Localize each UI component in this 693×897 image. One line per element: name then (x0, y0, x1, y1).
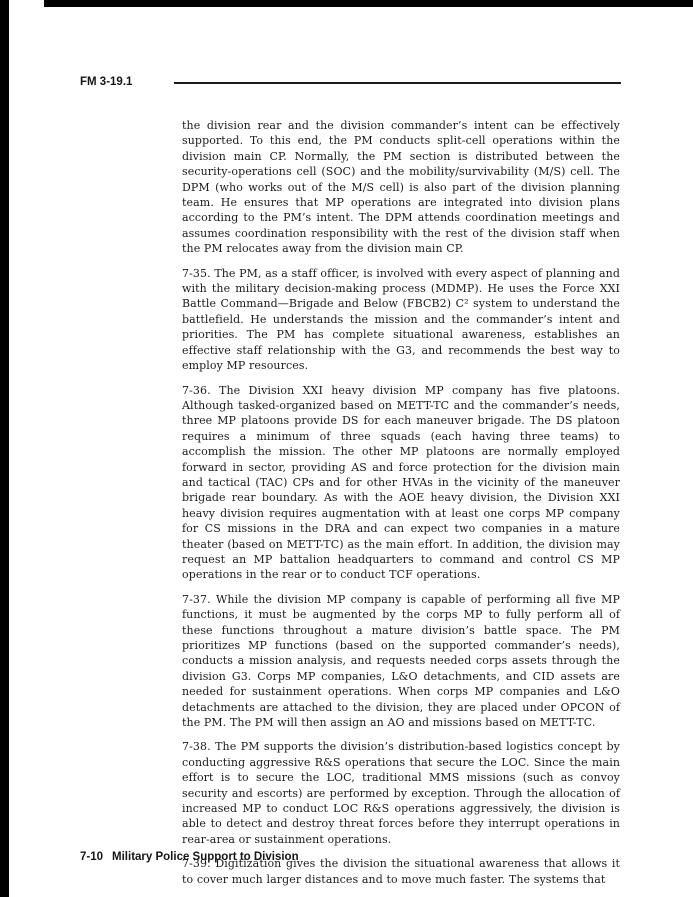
scan-edge-artifact-left (0, 0, 9, 897)
paragraph-7-35: 7-35. The PM, as a staff officer, is involved with every aspect of planning and with the military decision-making process (MDMP). He uses the Force XXI Battle Command—Brigade and Below (FBCB2) C² system to understand the battlefield. He understands the mission and the commander’s intent and priorities. The PM has complete situational awareness, establishes an effective staff relationship with the G3, and recommends the best way to employ MP resources. (182, 266, 620, 373)
page-footer (80, 851, 299, 863)
page-header (80, 76, 621, 88)
document-id: FM 3-19.1 (80, 76, 133, 88)
paragraph-7-37: 7-37. While the division MP company is capable of performing all five MP functions, it must be augmented by the corps MP to fully perform all of these functions throughout a mature division’s battle space. The PM prioritizes MP functions (based on the supported commander’s needs), conducts a mission analysis, and requests needed corps assets through the division G3. Corps MP companies, L&O detachments, and CID assets are needed for sustainment operations. When corps MP companies and L&O detachments are attached to the division, they are placed under OPCON of the PM. The PM will then assign an AO and missions based on METT-TC. (182, 592, 620, 730)
paragraph-7-36: 7-36. The Division XXI heavy division MP company has five platoons. Although tasked-organized based on METT-TC and the commander’s needs, three MP platoons provide DS for each maneuver brigade. The DS platoon requires a minimum of three squads (each having three teams) to accomplish the mission. The other MP platoons are normally employed forward in sector, providing AS and force protection for the division main and tactical (TAC) CPs and for other HVAs in the vicinity of the maneuver brigade rear boundary. As with the AOE heavy division, the Division XXI heavy division requires augmentation with at least one corps MP company for CS missions in the DRA and can expect two companies in a mature theater (based on METT-TC) as the main effort. In addition, the division may request an MP battalion headquarters to command and control CS MP operations in the rear or to conduct TCF operations. (182, 383, 620, 582)
paragraph-7-39: 7-39. Digitization gives the division the situational awareness that allows it to cover much larger distances and to move much faster. The systems that (182, 857, 620, 886)
paragraph-7-38: 7-38. The PM supports the division’s distribution-based logistics concept by conducting aggressive R&S operations that secure the LOC. Since the main effort is to secure the LOC, traditional MMS missions (such as convoy security and escorts) are performed by exception. Through the allocation of increased MP to conduct LOC R&S operations aggressively, the division is able to detect and destroy threat forces before they interrupt operations in rear-area or sustainment operations. (182, 740, 620, 846)
paragraph-continued: the division rear and the division commander’s intent can be effectively supported. To this end, the PM conducts split-cell operations within the division main CP. Normally, the PM section is distributed between the security-operations cell (SOC) and the mobility/survivability (M/S) cell. The DPM (who works out of the M/S cell) is also part of the division planning team. He ensures that MP operations are integrated into division plans according to the PM’s intent. The DPM attends coordination meetings and assumes coordination responsibility with the rest of the division staff when the PM relocates away from the division main CP. (182, 119, 620, 256)
page-body (182, 118, 620, 887)
footer-section-title: Military Police Support to Division (112, 851, 299, 863)
header-rule-divider (174, 82, 621, 84)
scan-edge-artifact-top (44, 0, 693, 7)
page-number: 7-10 (80, 851, 104, 863)
